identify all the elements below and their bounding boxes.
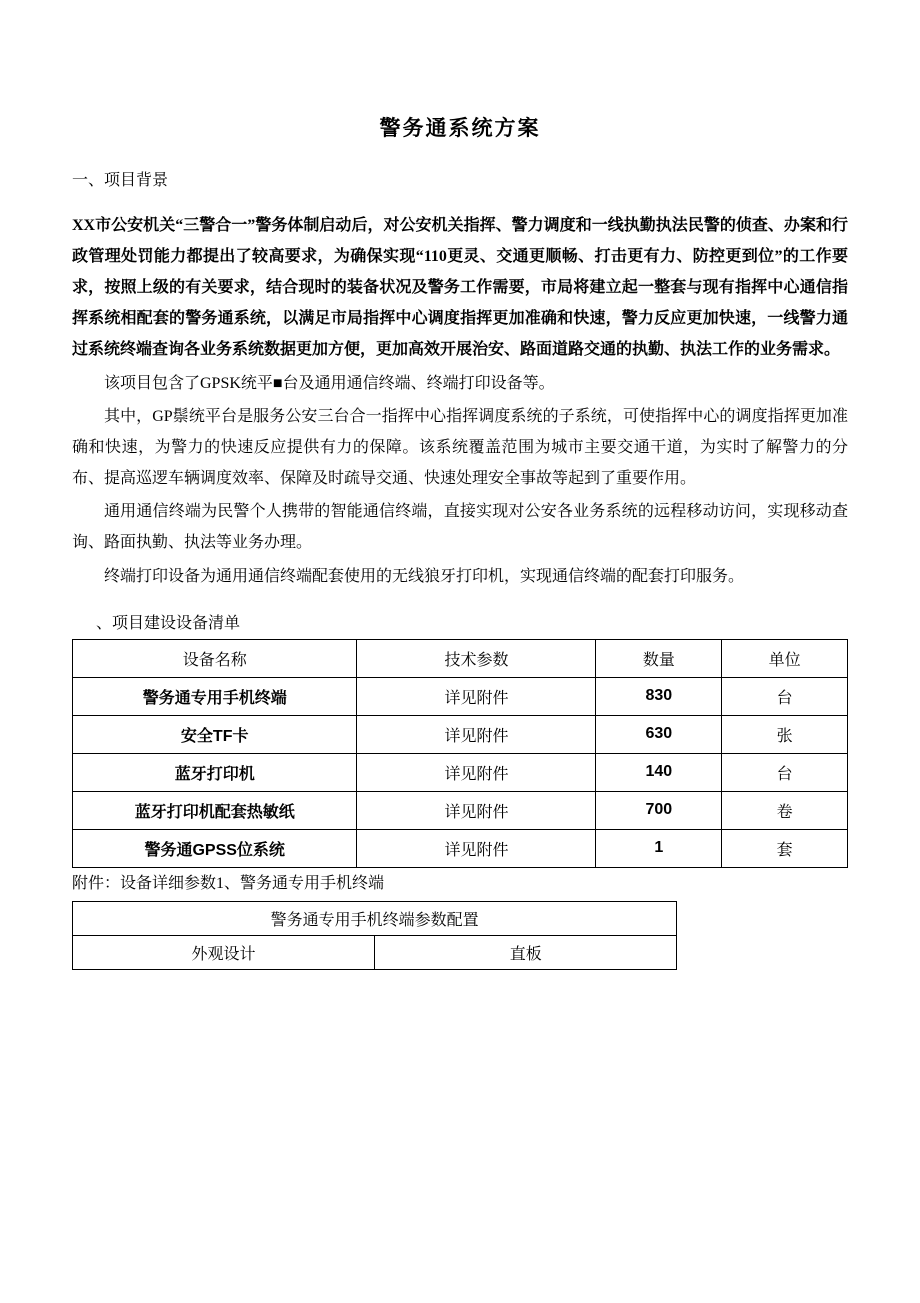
paragraph-terminal: 通用通信终端为民警个人携带的智能通信终端，直接实现对公安各业务系统的远程移动访问，实现移动查询、路面执勤、执法等业务办理。 — [72, 503, 848, 552]
column-header-quantity: 数量 — [596, 639, 722, 677]
spec-value: 直板 — [375, 935, 677, 969]
paragraph-background: XX市公安机关“三警合一”警务体制启动后，对公安机关指挥、警力调度和一线执勤执法民警的侦查、办案和行政管理处罚能力都提出了较高要求，为确保实现“110更灵、交通更顺畅、打击更有力、防控更到位”的工作要求，按照上级的有关要求，结合现时的装备状况及警务工作需要，市局将建立起一整套与现有指挥中心通信指挥系统相配套的警务通系统，以满足市局指挥中心调度指挥更加准确和快速，警力反应更加快速，一线警力通过系统终端查询各业务系统数据更加方便，更加高效开展治安、路面道路交通的执勤、执法工作的业务需求。 — [72, 216, 848, 359]
column-header-unit: 单位 — [722, 639, 848, 677]
table-row — [73, 677, 848, 715]
cell-quantity: 700 — [596, 791, 722, 829]
cell-name: 安全TF卡 — [73, 715, 357, 753]
table-row — [73, 715, 848, 753]
cell-name: 警务通GPSS位系统 — [73, 829, 357, 867]
paragraph-project-scope: 该项目包含了GPSK统平■台及通用通信终端、终端打印设备等。 — [104, 374, 555, 392]
cell-unit: 套 — [722, 829, 848, 867]
page-title: 警务通系统方案 — [379, 117, 541, 140]
spec-table — [72, 901, 677, 970]
equipment-table — [72, 639, 848, 868]
cell-name: 蓝牙打印机配套热敏纸 — [73, 791, 357, 829]
cell-quantity: 140 — [596, 753, 722, 791]
attachment-line: 附件：设备详细参数1、警务通专用手机终端 — [72, 874, 385, 892]
cell-unit: 卷 — [722, 791, 848, 829]
table-header-row — [73, 639, 848, 677]
cell-unit: 张 — [722, 715, 848, 753]
cell-quantity: 630 — [596, 715, 722, 753]
cell-quantity: 1 — [596, 829, 722, 867]
paragraph-printer: 终端打印设备为通用通信终端配套使用的无线狼牙打印机，实现通信终端的配套打印服务。 — [104, 567, 745, 585]
cell-spec: 详见附件 — [357, 791, 596, 829]
spec-table-title-row — [73, 901, 677, 935]
paragraph-gps-platform: 其中，GP鬃统平台是服务公安三台合一指挥中心指挥调度系统的子系统，可使指挥中心的调度指挥更加准确和快速，为警力的快速反应提供有力的保障。该系统覆盖范围为城市主要交通干道，为实时了解警力的分布、提高巡逻车辆调度效率、保障及时疏导交通、快速处理安全事故等起到了重要作用。 — [72, 407, 848, 488]
cell-spec: 详见附件 — [357, 715, 596, 753]
cell-spec: 详见附件 — [357, 677, 596, 715]
cell-name: 蓝牙打印机 — [73, 753, 357, 791]
table-row — [73, 935, 677, 969]
column-header-name: 设备名称 — [73, 639, 357, 677]
spec-label: 外观设计 — [73, 935, 375, 969]
cell-spec: 详见附件 — [357, 829, 596, 867]
cell-unit: 台 — [722, 753, 848, 791]
table-row — [73, 791, 848, 829]
cell-name: 警务通专用手机终端 — [73, 677, 357, 715]
spec-table-title: 警务通专用手机终端参数配置 — [73, 901, 677, 935]
cell-unit: 台 — [722, 677, 848, 715]
cell-spec: 详见附件 — [357, 753, 596, 791]
table-row — [73, 753, 848, 791]
table-row — [73, 829, 848, 867]
section-heading-background: 一、项目背景 — [72, 172, 169, 189]
equipment-list-heading: 、项目建设设备清单 — [96, 614, 241, 632]
column-header-spec: 技术参数 — [357, 639, 596, 677]
cell-quantity: 830 — [596, 677, 722, 715]
